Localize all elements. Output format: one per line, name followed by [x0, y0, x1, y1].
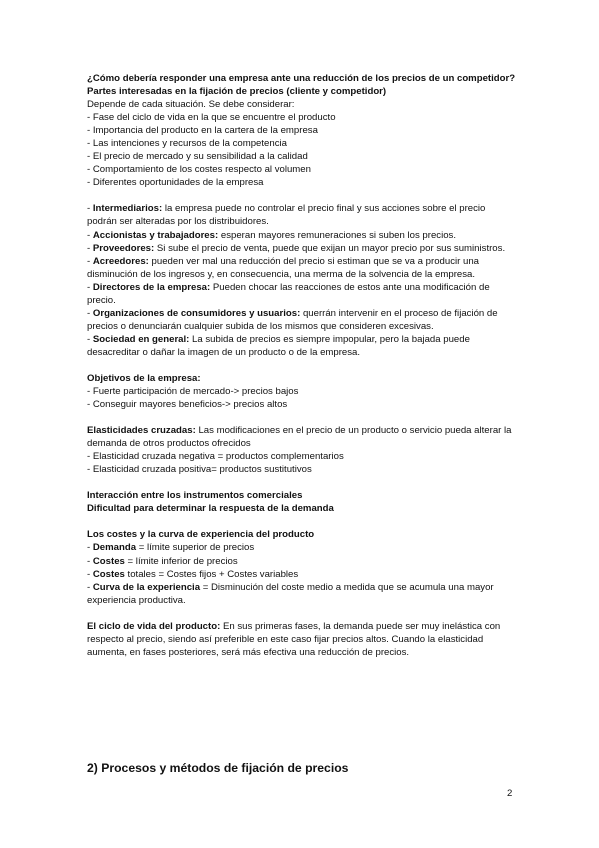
demand-difficulty-title: Dificultad para determinar la respuesta de la demanda: [87, 503, 334, 515]
stakeholder-item: - Acreedores: pueden ver mal una reducción del precio si estiman que se va a producir una disminución de los ingresos y, en consecuencia, una merma de la solvencia de la empresa.: [87, 255, 479, 280]
page-number: 2: [507, 788, 513, 799]
objectives-title: Objetivos de la empresa:: [87, 372, 201, 384]
consideration-item: - Fase del ciclo de vida en la que se encuentre el producto: [87, 112, 336, 124]
elasticity-item: - Elasticidad cruzada positiva= productos sustitutivos: [87, 464, 312, 476]
objective-item: - Conseguir mayores beneficios-> precios altos: [87, 399, 288, 411]
elasticity-item: - Elasticidad cruzada negativa = productos complementarios: [87, 451, 344, 463]
elasticities-paragraph: Elasticidades cruzadas: Las modificaciones en el precio de un producto o servicio pueda alterar la demanda de otros productos ofrecidos: [87, 425, 512, 450]
costs-title: Los costes y la curva de experiencia del producto: [87, 529, 315, 541]
interaction-title: Interacción entre los instrumentos comerciales: [87, 490, 303, 502]
consideration-item: - Diferentes oportunidades de la empresa: [87, 177, 264, 189]
page-content: [87, 72, 517, 659]
lifecycle-paragraph: El ciclo de vida del producto: En sus primeras fases, la demanda puede ser muy inelástica con respecto al precio, siendo así preferible en este caso fijar precios altos. Cuando la elasticidad aumenta, en fases posteriores, será más efectiva una reducción de precios.: [87, 620, 501, 658]
cost-item: - Demanda = límite superior de precios: [87, 542, 255, 554]
cost-item: - Costes totales = Costes fijos + Costes variables: [87, 568, 299, 580]
question-title: ¿Cómo debería responder una empresa ante una reducción de los precios de un competidor?: [87, 73, 516, 84]
stakeholder-item: - Organizaciones de consumidores y usuarios: querrán intervenir en el proceso de fijación de precios o denunciarán cualquier subida de los mismos que consideren excesivas.: [87, 307, 498, 332]
stakeholders-title: Partes interesadas en la fijación de precios (cliente y competidor): [87, 86, 387, 98]
stakeholder-item: - Accionistas y trabajadores: esperan mayores remuneraciones si suben los precios.: [87, 229, 457, 241]
intro-text: Depende de cada situación. Se debe considerar:: [87, 99, 295, 111]
cost-item: - Curva de la experiencia = Disminución del coste medio a medida que se acumula una mayor experiencia productiva.: [87, 581, 494, 606]
stakeholder-item: - Proveedores: Si sube el precio de venta, puede que exijan un mayor precio por sus suministros.: [87, 242, 506, 254]
stakeholder-item: - Sociedad en general: La subida de precios es siempre impopular, pero la bajada puede desacreditar o dañar la imagen de un producto o de la empresa.: [87, 333, 470, 358]
stakeholder-item: - Directores de la empresa: Pueden chocar las reacciones de estos ante una modificación de precio.: [87, 281, 490, 306]
consideration-item: - Las intenciones y recursos de la competencia: [87, 138, 287, 150]
consideration-item: - Importancia del producto en la cartera de la empresa: [87, 125, 318, 137]
stakeholder-item: - Intermediarios: la empresa puede no controlar el precio final y sus acciones sobre el precio podrán ser alteradas por los distribuidores.: [87, 203, 486, 228]
consideration-item: - El precio de mercado y su sensibilidad a la calidad: [87, 151, 308, 163]
cost-item: - Costes = límite inferior de precios: [87, 555, 238, 567]
objective-item: - Fuerte participación de mercado-> precios bajos: [87, 386, 299, 398]
consideration-item: - Comportamiento de los costes respecto al volumen: [87, 164, 311, 176]
section-heading: 2) Procesos y métodos de fijación de precios: [87, 761, 349, 775]
